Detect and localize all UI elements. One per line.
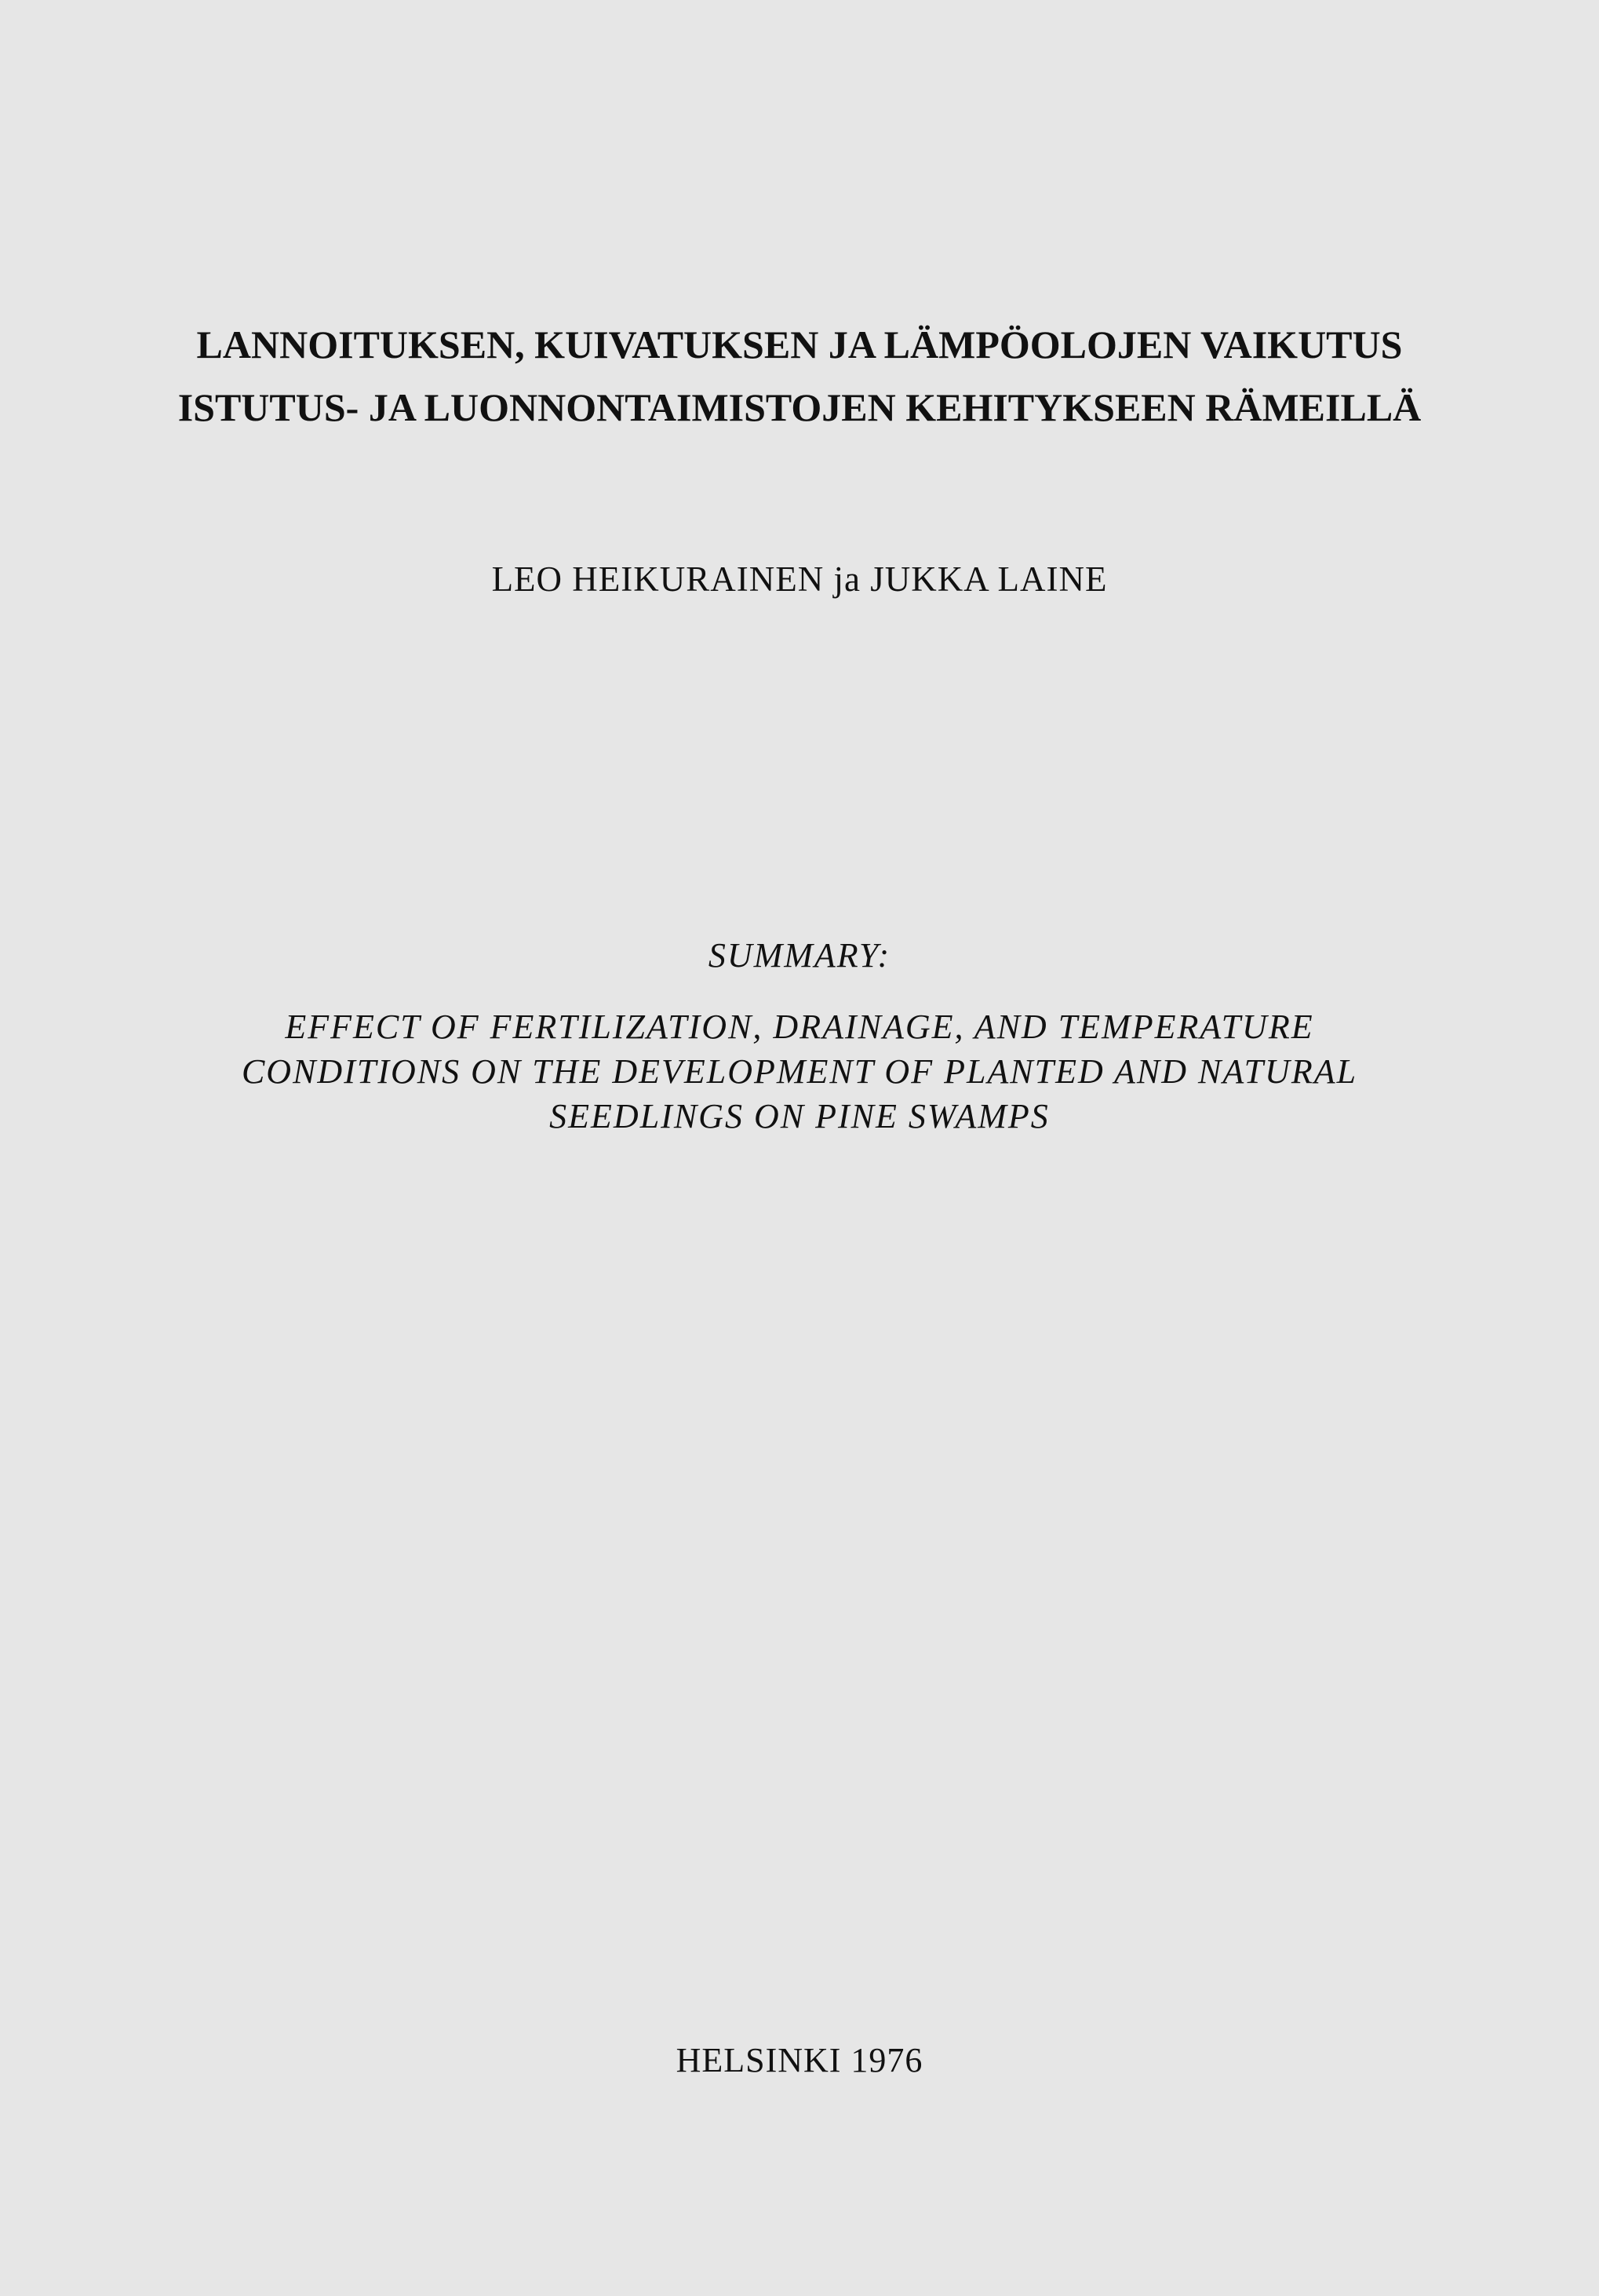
authors: LEO HEIKURAINEN ja JUKKA LAINE [491,559,1108,599]
summary-label: SUMMARY: [708,936,891,975]
summary-title-line-2: CONDITIONS ON THE DEVELOPMENT OF PLANTED AND NATURAL [241,1052,1358,1091]
title-line-2: ISTUTUS- JA LUONNONTAIMISTOJEN KEHITYKSEEN RÄMEILLÄ [177,385,1422,429]
place-and-year: HELSINKI 1976 [676,2041,923,2079]
summary-title-line-1: EFFECT OF FERTILIZATION, DRAINAGE, AND TEMPERATURE [285,1008,1314,1046]
title-line-1: LANNOITUKSEN, KUIVATUKSEN JA LÄMPÖOLOJEN VAIKUTUS [196,323,1403,366]
summary-title-line-3: SEEDLINGS ON PINE SWAMPS [549,1097,1050,1135]
